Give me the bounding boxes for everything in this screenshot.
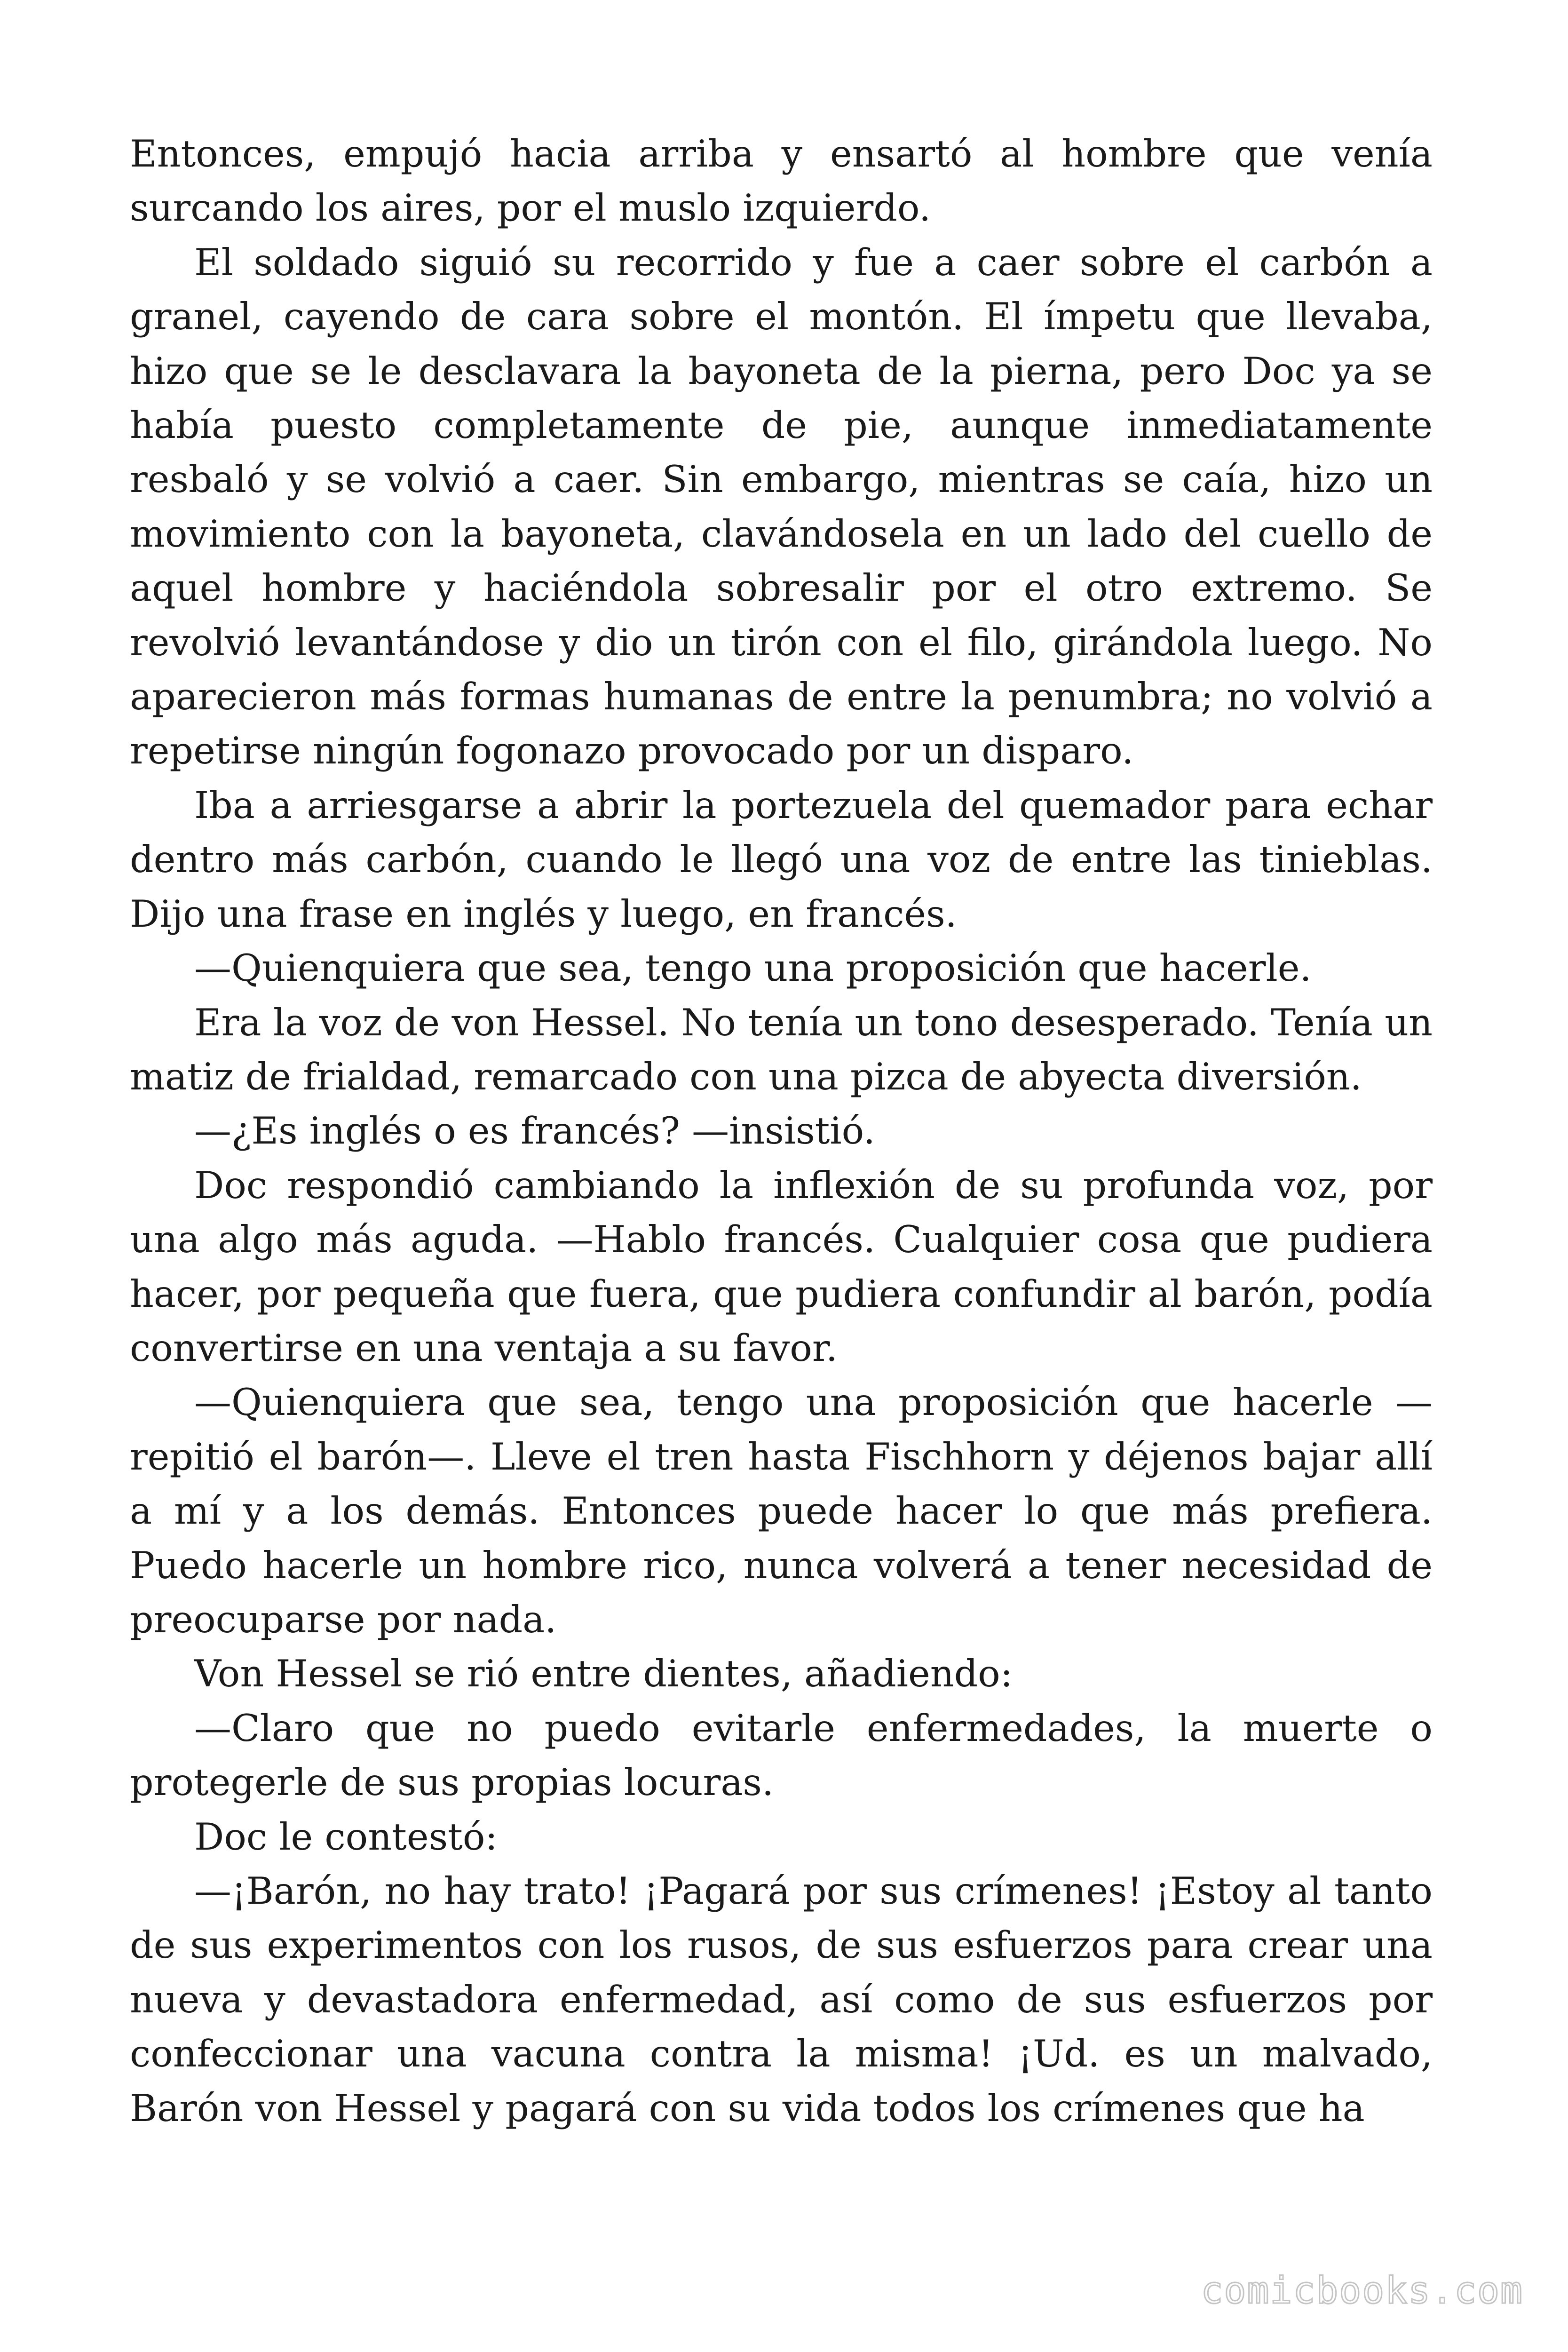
paragraph: —¡Barón, no hay trato! ¡Pagará por sus crímenes! ¡Estoy al tanto de sus experimentos con los rusos, de sus esfuerzos para crear una nueva y devastadora enfermedad, así como de sus esfuerzos por confeccionar una vacuna contra la misma! ¡Ud. es un malvado, Barón von Hessel y pagará con su vida todos los crímenes que ha [130, 1869, 1433, 2130]
watermark: comicbooks.com [1201, 2270, 1523, 2312]
paragraph: Doc le contestó: [194, 1815, 498, 1859]
paragraph: Doc respondió cambiando la inflexión de su profunda voz, por una algo más aguda. —Hablo francés. Cualquier cosa que pudiera hacer, por pequeña que fuera, que pudiera confundir al barón, podía convertirse en una ventaja a su favor. [130, 1163, 1433, 1370]
paragraph: —Claro que no puedo evitarle enfermedades, la muerte o protegerle de sus propias locuras. [130, 1706, 1433, 1804]
paragraph: Von Hessel se rió entre dientes, añadiendo: [194, 1652, 1013, 1696]
paragraph: El soldado siguió su recorrido y fue a caer sobre el carbón a granel, cayendo de cara sobre el montón. El ímpetu que llevaba, hizo que se le desclavara la bayoneta de la pierna, pero Doc ya se había puesto completamente de pie, aunque inmediatamente resbaló y se volvió a caer. Sin embargo, mientras se caía, hizo un movimiento con la bayoneta, clavándosela en un lado del cuello de aquel hombre y haciéndola sobresalir por el otro extremo. Se revolvió levantándose y dio un tirón con el filo, girándola luego. No aparecieron más formas humanas de entre la penumbra; no volvió a repetirse ningún fogonazo provocado por un disparo. [130, 240, 1433, 773]
paragraph: Iba a arriesgarse a abrir la portezuela del quemador para echar dentro más carbón, cuando le llegó una voz de entre las tinieblas. Dijo una frase en inglés y luego, en francés. [130, 783, 1433, 936]
paragraph: —¿Es inglés o es francés? —insistió. [194, 1109, 875, 1153]
paragraph: —Quienquiera que sea, tengo una proposición que hacerle. [194, 946, 1312, 990]
paragraph: Era la voz de von Hessel. No tenía un tono desesperado. Tenía un matiz de frialdad, remarcado con una pizca de abyecta diversión. [130, 1001, 1433, 1098]
page-body-text [130, 127, 1433, 2136]
paragraph: —Quienquiera que sea, tengo una proposición que hacerle — repitió el barón—. Lleve el tren hasta Fischhorn y déjenos bajar allí a mí y a los demás. Entonces puede hacer lo que más prefiera. Puedo hacerle un hombre rico, nunca volverá a tener necesidad de preocuparse por nada. [130, 1381, 1433, 1641]
paragraph: Entonces, empujó hacia arriba y ensartó al hombre que venía surcando los aires, por el muslo izquierdo. [130, 132, 1433, 230]
